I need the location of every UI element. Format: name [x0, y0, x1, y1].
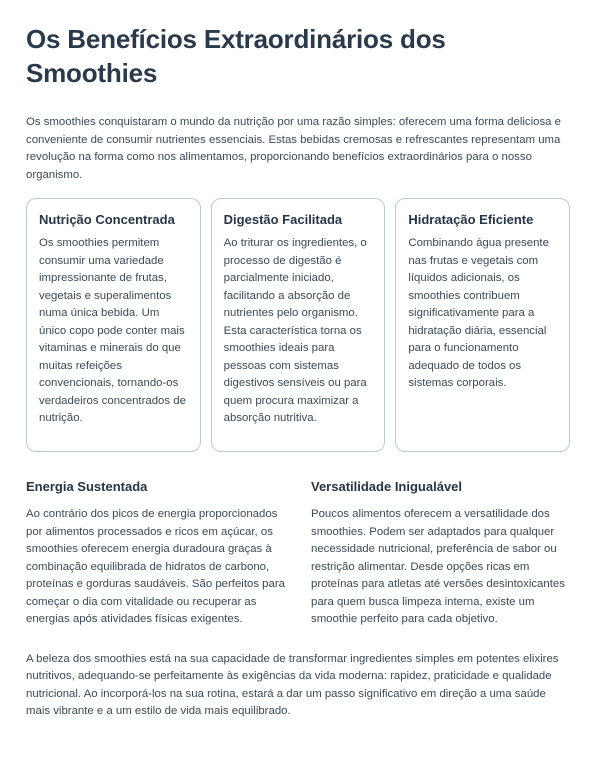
card-text: Combinando água presente nas frutas e vegetais com líquidos adicionais, os smoothies contribuem significativamente para a hidratação diária, essencial para o funcionamento adequado de todos os sistemas corporais. — [408, 237, 549, 389]
page-title: Os Benefícios Extraordinários dos Smoothies — [26, 24, 446, 88]
two-column-sections — [26, 478, 570, 629]
intro-paragraph: Os smoothies conquistaram o mundo da nutrição por uma razão simples: oferecem uma forma deliciosa e conveniente de consumir nutrientes essenciais. Estas bebidas cremosas e refrescantes representam uma revolução na forma como nos alimentamos, proporcionando benefícios extraordinários para o nosso organismo. — [26, 116, 561, 181]
card-text: Ao triturar os ingredientes, o processo de digestão é parcialmente iniciado, facilitando a absorção de nutrientes pelo organismo. Esta característica torna os smoothies ideais para pessoas com sistemas digestivos sensíveis ou para quem procura maximizar a absorção nutritiva. — [223, 237, 367, 424]
section-title: Energia Sustentada — [26, 479, 148, 494]
card-title: Hidratação Eficiente — [408, 212, 534, 227]
benefit-cards — [26, 198, 570, 452]
section-versatilidade — [311, 478, 570, 629]
card-digestao — [211, 198, 386, 452]
card-title: Nutrição Concentrada — [39, 212, 175, 227]
card-text: Os smoothies permitem consumir uma variedade impressionante de frutas, vegetais e superalimentos numa única bebida. Um único copo pode conter mais vitaminas e minerais do que muitas refeições convencionais, tornando-os verdadeiros concentrados de nutrição. — [39, 237, 186, 424]
card-title: Digestão Facilitada — [223, 212, 343, 227]
section-text: Ao contrário dos picos de energia proporcionados por alimentos processados e ricos em açúcar, os smoothies oferecem energia duradoura graças à combinação equilibrada de hidratos de carbono, proteínas e gorduras saudáveis. São perfeitos para começar o dia com vitalidade ou recuperar as energias após atividades físicas exigentes. — [26, 508, 285, 625]
card-nutricao — [26, 198, 201, 452]
section-text: Poucos alimentos oferecem a versatilidade dos smoothies. Podem ser adaptados para qualquer necessidade nutricional, preferência de sabor ou restrição alimentar. Desde opções ricas em proteínas para atletas até versões desintoxicantes para quem busca limpeza interna, existe um smoothie perfeito para cada objetivo. — [311, 508, 565, 625]
closing-paragraph: A beleza dos smoothies está na sua capacidade de transformar ingredientes simples em potentes elixires nutritivos, adequando-se perfeitamente às exigências da vida moderna: rapidez, praticidade e qualidade nutricional. Ao incorporá-los na sua rotina, estará a dar um passo significativo em direção a uma saúde mais vibrante e a um estilo de vida mais equilibrado. — [26, 652, 559, 717]
section-title: Versatilidade Inigualável — [311, 479, 463, 494]
section-energia — [26, 478, 285, 629]
card-hidratacao — [395, 198, 570, 452]
